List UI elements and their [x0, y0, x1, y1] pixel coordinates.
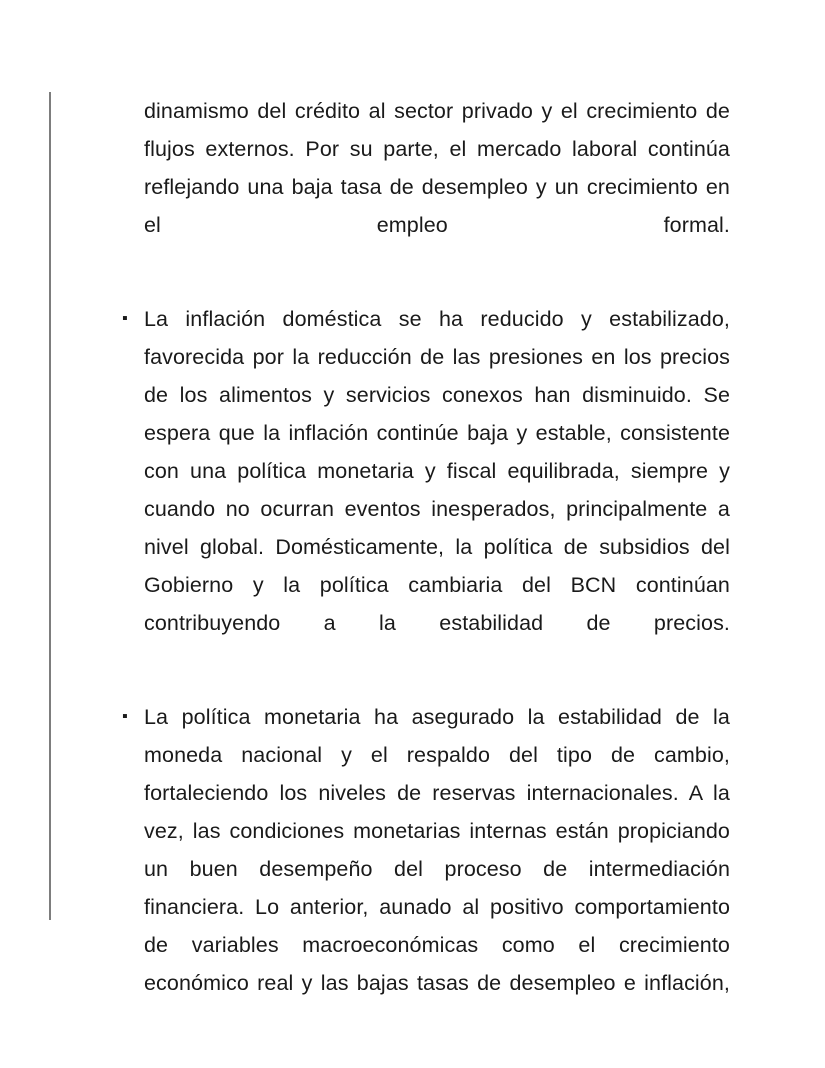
- paragraph-politica-monetaria: [122, 698, 730, 1040]
- paragraph-politica-monetaria-text: La política monetaria ha asegurado la estabilidad de la moneda nacional y el respaldo del tipo de cambio, fortaleciendo los niveles de reservas internacionales. A la vez, las condiciones monetarias internas están propiciando un buen desempeño del proceso de intermediación financiera. Lo anterior, aunado al positivo comportamiento de variables macroeconómicas como el crecimiento económico real y las bajas tasas de desempleo e inflación,: [144, 705, 730, 995]
- square-bullet-icon: ▪: [122, 310, 128, 327]
- square-bullet-icon: ▪: [122, 708, 128, 725]
- left-margin-rule: [49, 92, 51, 920]
- paragraph-inflacion-text: La inflación doméstica se ha reducido y estabilizado, favorecida por la reducción de las presiones en los precios de los alimentos y servicios conexos han disminuido. Se espera que la inflación continúe baja y estable, consistente con una política monetaria y fiscal equilibrada, siempre y cuando no ocurran eventos inesperados, principalmente a nivel global. Domésticamente, la política de subsidios del Gobierno y la política cambiaria del BCN continúan contribuyendo a la estabilidad de precios.: [144, 307, 730, 635]
- paragraph-inflacion: [122, 300, 730, 680]
- document-body: [122, 92, 730, 1040]
- paragraph-continuation: dinamismo del crédito al sector privado y el crecimiento de flujos externos. Por su parte, el mercado laboral continúa reflejando una baja tasa de desempleo y un crecimiento en el empleo formal.: [144, 99, 730, 237]
